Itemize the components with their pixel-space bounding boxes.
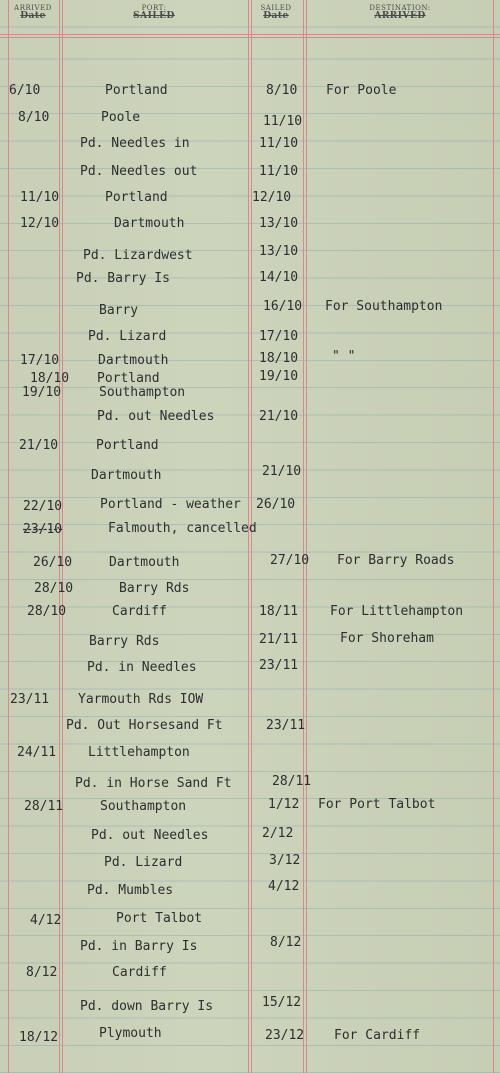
arrived-date: 28/10 (34, 581, 74, 596)
sailed-date: 1/12 (268, 797, 300, 812)
arrived-date-struck: 23/10 (23, 522, 63, 537)
port-name: Pd. down Barry Is (80, 999, 214, 1014)
sailed-date: 21/11 (259, 632, 299, 647)
header-port (64, 4, 244, 20)
port-name: Pd. Needles out (80, 164, 198, 179)
port-name: Southampton (99, 385, 186, 400)
arrived-date: 11/10 (20, 190, 60, 205)
sailed-date: 28/11 (272, 774, 312, 789)
port-name: Plymouth (99, 1026, 162, 1041)
port-name: Pd. Barry Is (76, 271, 170, 286)
sailed-date: 11/10 (263, 114, 303, 129)
arrived-date: 6/10 (9, 83, 41, 98)
column-rule-sailed (303, 0, 304, 1073)
port-name: Pd. out Needles (97, 409, 215, 424)
port-name: Pd. Lizardwest (83, 248, 193, 263)
header-arrived-date: Date (20, 11, 46, 21)
column-rule-port (248, 0, 249, 1073)
port-name: Dartmouth (98, 353, 169, 368)
port-name: Pd. in Needles (87, 660, 197, 675)
sailed-date: 16/10 (263, 299, 303, 314)
destination: For Southampton (325, 299, 443, 314)
destination: For Port Talbot (318, 797, 436, 812)
port-name: Portland (105, 190, 168, 205)
port-name: Pd. Out Horsesand Ft (66, 718, 223, 733)
header-port-label: PORT: (141, 4, 167, 12)
sailed-date: 18/11 (259, 604, 299, 619)
port-name: Portland - weather (100, 497, 241, 512)
port-name: Barry Rds (119, 581, 190, 596)
port-name: Cardiff (112, 965, 167, 980)
sailed-date: 13/10 (259, 244, 299, 259)
arrived-date: 21/10 (19, 438, 59, 453)
header-sailed-label: SAILED (260, 4, 292, 12)
port-name: Pd. Lizard (88, 329, 167, 344)
header-arrived (8, 4, 58, 20)
port-name: Yarmouth Rds IOW (78, 692, 204, 707)
sailed-date: 3/12 (269, 853, 301, 868)
destination-ditto: " " (332, 349, 356, 364)
sailed-date: 11/10 (259, 136, 299, 151)
port-name: Pd. in Barry Is (80, 939, 198, 954)
header-destination (310, 4, 490, 20)
port-name: Dartmouth (91, 468, 162, 483)
port-name: Portland (105, 83, 168, 98)
arrived-date: 19/10 (22, 385, 62, 400)
sailed-date: 21/10 (259, 409, 299, 424)
sailed-date: 18/10 (259, 351, 299, 366)
port-name: Pd. out Needles (91, 828, 209, 843)
port-name: Littlehampton (88, 745, 190, 760)
header-arrived-label: ARRIVED (14, 4, 52, 12)
header-rule (0, 34, 500, 35)
sailed-date: 8/12 (270, 935, 302, 950)
port-name: Portland (96, 438, 159, 453)
arrived-date: 18/12 (19, 1030, 59, 1045)
port-name: Pd. Mumbles (87, 883, 174, 898)
port-name: Port Talbot (116, 911, 203, 926)
destination: For Shoreham (340, 631, 434, 646)
header-rule-2 (0, 37, 500, 38)
sailed-date: 4/12 (268, 879, 300, 894)
port-name: Dartmouth (109, 555, 180, 570)
port-name: Pd. Needles in (80, 136, 190, 151)
header-port-sailed: SAILED (133, 11, 175, 21)
arrived-date: 18/10 (30, 371, 70, 386)
sailed-date: 8/10 (266, 83, 298, 98)
sailed-date: 12/10 (252, 190, 292, 205)
sailed-date: 23/11 (259, 658, 299, 673)
port-name: Poole (101, 110, 141, 125)
port-name: Barry Rds (89, 634, 160, 649)
port-name: Pd. Lizard (104, 855, 183, 870)
sailed-date: 27/10 (270, 553, 310, 568)
header-sailed-date: Date (263, 11, 289, 21)
arrived-date: 12/10 (20, 216, 60, 231)
sailed-date: 2/12 (262, 826, 294, 841)
port-name: Dartmouth (114, 216, 185, 231)
sailed-date: 15/12 (262, 995, 302, 1010)
arrived-date: 22/10 (23, 499, 63, 514)
destination: For Littlehampton (330, 604, 464, 619)
header-destination-label: DESTINATION: (369, 4, 431, 12)
sailed-date: 21/10 (262, 464, 302, 479)
destination: For Cardiff (334, 1028, 421, 1043)
sailed-date: 13/10 (259, 216, 299, 231)
port-name: Southampton (100, 799, 187, 814)
sailed-date: 11/10 (259, 164, 299, 179)
sailed-date: 14/10 (259, 270, 299, 285)
sailed-date: 23/11 (266, 718, 306, 733)
port-name: Cardiff (112, 604, 167, 619)
sailed-date: 23/12 (265, 1028, 305, 1043)
destination: For Barry Roads (337, 553, 455, 568)
sailed-date: 17/10 (259, 329, 299, 344)
port-name: Pd. in Horse Sand Ft (75, 776, 232, 791)
arrived-date: 8/10 (18, 110, 50, 125)
arrived-date: 28/10 (27, 604, 67, 619)
margin-rule (8, 0, 9, 1073)
arrived-date: 8/12 (26, 965, 58, 980)
header-sailed (252, 4, 300, 20)
right-rule (493, 0, 494, 1073)
destination: For Poole (326, 83, 397, 98)
arrived-date: 26/10 (33, 555, 73, 570)
sailed-date: 19/10 (259, 369, 299, 384)
arrived-date: 17/10 (20, 353, 60, 368)
arrived-date: 24/11 (17, 745, 57, 760)
header-destination-arrived: ARRIVED (374, 11, 426, 21)
port-name: Barry (99, 303, 139, 318)
arrived-date: 23/11 (10, 692, 50, 707)
arrived-date: 4/12 (30, 913, 62, 928)
port-name: Portland (97, 371, 160, 386)
port-name-cancelled: Falmouth, cancelled (108, 521, 257, 536)
sailed-date: 26/10 (256, 497, 296, 512)
arrived-date: 28/11 (24, 799, 64, 814)
